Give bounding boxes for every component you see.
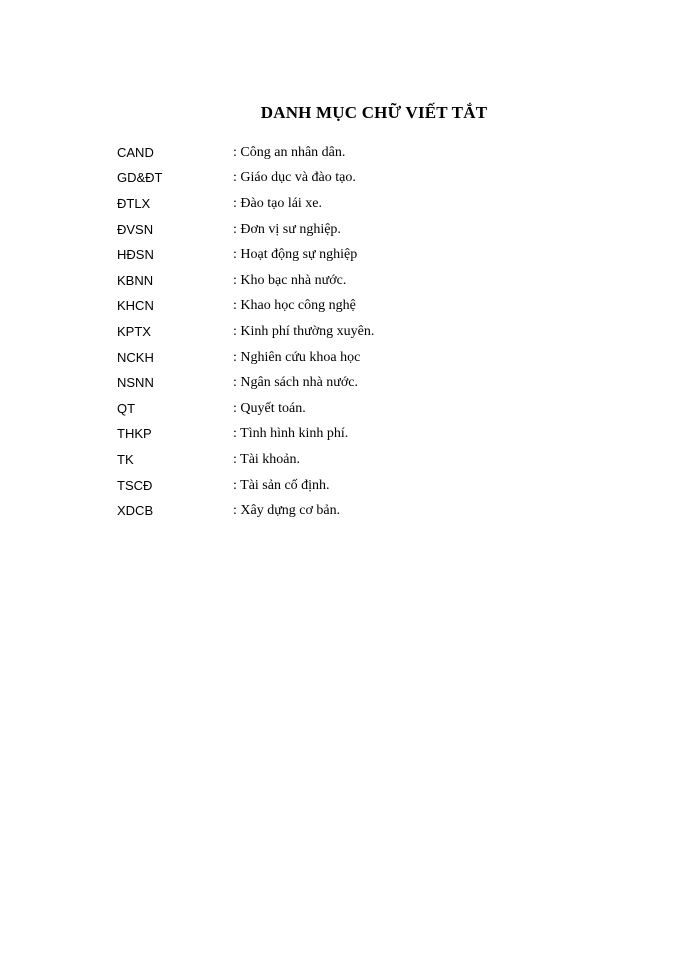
list-item <box>117 140 517 166</box>
abbreviation: TSCĐ <box>117 477 153 493</box>
abbreviation: XDCB <box>117 503 154 519</box>
abbreviation: HĐSN <box>117 247 154 263</box>
abbreviation-meaning: : Khao học công nghệ <box>233 298 356 314</box>
list-item <box>117 319 517 345</box>
list-item <box>117 447 517 473</box>
abbreviation: NSNN <box>117 375 154 391</box>
abbreviation-meaning: : Giáo dục và đào tạo. <box>233 170 356 186</box>
abbreviation-meaning: : Kho bạc nhà nước. <box>233 272 347 288</box>
abbreviation: THKP <box>117 426 152 442</box>
list-item <box>117 217 517 243</box>
list-item <box>117 396 517 422</box>
abbreviation-meaning: : Quyết toán. <box>233 400 306 416</box>
page-title: DANH MỤC CHỮ VIẾT TẮT <box>260 103 488 122</box>
list-item <box>117 268 517 294</box>
list-item <box>117 242 517 268</box>
abbreviation-meaning: : Xây dựng cơ bản. <box>233 503 341 519</box>
abbreviation: KBNN <box>117 272 154 288</box>
abbreviation-meaning: : Tài khoản. <box>233 451 301 467</box>
abbreviation: KHCN <box>117 298 154 314</box>
abbreviation-meaning: : Tài sản cố định. <box>233 477 330 493</box>
abbreviation: TK <box>117 451 134 467</box>
list-item <box>117 370 517 396</box>
list-item <box>117 498 517 524</box>
list-item <box>117 422 517 448</box>
abbreviation: NCKH <box>117 349 154 365</box>
abbreviation-meaning: : Kinh phí thường xuyên. <box>233 323 375 339</box>
list-item <box>117 294 517 320</box>
list-item <box>117 345 517 371</box>
abbreviation: CAND <box>117 144 154 160</box>
abbreviation-meaning: : Nghiên cứu khoa học <box>233 349 361 365</box>
abbreviation-meaning: : Tình hình kinh phí. <box>233 426 349 442</box>
abbreviation-meaning: : Đào tạo lái xe. <box>233 195 323 211</box>
abbreviation-meaning: : Đơn vị sư nghiệp. <box>233 221 341 237</box>
list-item <box>117 191 517 217</box>
abbreviation: QT <box>117 400 136 416</box>
list-item <box>117 473 517 499</box>
abbreviation-list <box>117 140 517 524</box>
list-item <box>117 166 517 192</box>
abbreviation-meaning: : Công an nhân dân. <box>233 144 346 160</box>
abbreviation: ĐTLX <box>117 195 151 211</box>
abbreviation-meaning: : Ngân sách nhà nước. <box>233 375 359 391</box>
abbreviation-meaning: : Hoạt động sự nghiệp <box>233 247 358 263</box>
abbreviation: KPTX <box>117 323 151 339</box>
abbreviation: ĐVSN <box>117 221 154 237</box>
abbreviation: GD&ĐT <box>117 170 163 186</box>
